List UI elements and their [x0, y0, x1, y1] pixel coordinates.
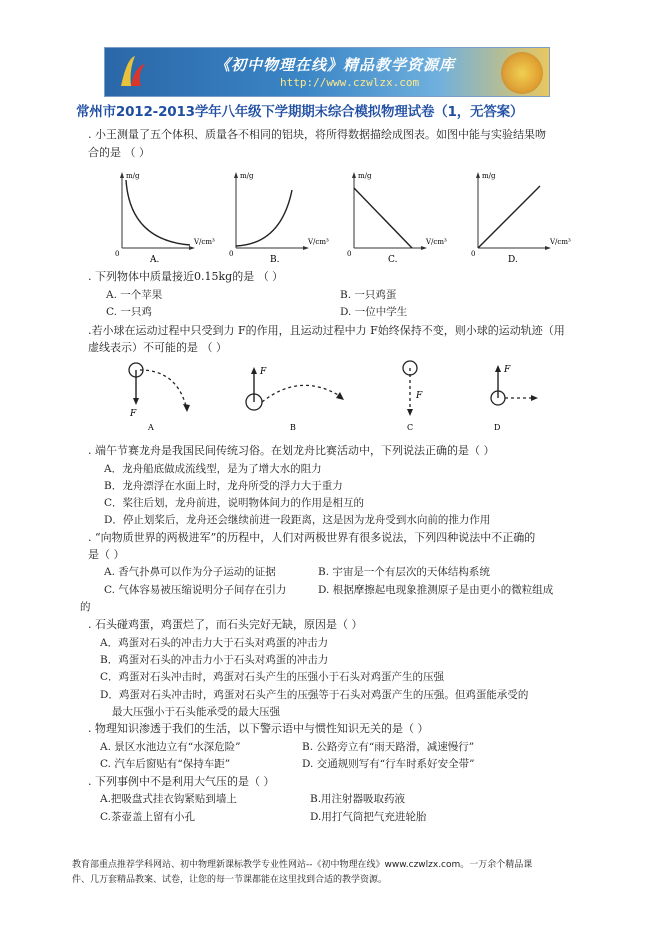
q7-option-d[interactable]: D. 交通规则写有“行车时系好安全带”: [302, 758, 475, 770]
q5-option-d-wrap: 的: [80, 601, 91, 613]
q1-stem-line2: 合的是 （ ）: [88, 146, 150, 159]
q3-figure-d: [484, 360, 544, 436]
q2-stem: . 下列物体中质量接近0.15kg的是 （ ）: [88, 270, 284, 283]
fig-c-label: C: [407, 423, 414, 432]
fig-a-force: F: [130, 409, 137, 419]
q4-option-c[interactable]: C．桨往后划，龙舟前进，说明物体间力的作用是相互的: [104, 497, 365, 509]
graph-d-xlabel: V/cm³: [550, 238, 571, 246]
q6-option-b[interactable]: B．鸡蛋对石头的冲击力小于石头对鸡蛋的冲击力: [100, 654, 329, 666]
q5-stem-tail: 是（ ）: [88, 548, 125, 561]
graph-d-label: D.: [508, 255, 518, 265]
q3-figure-b: [240, 360, 350, 436]
q7-option-c[interactable]: C. 汽车后窗贴有“保持车距”: [100, 758, 231, 770]
graph-b-ylabel: m/g: [240, 172, 254, 180]
fig-b-label: B: [290, 423, 296, 432]
q8-option-a[interactable]: A.把吸盘式挂衣钩紧贴到墙上: [100, 793, 237, 805]
q5-option-d[interactable]: D. 根据摩擦起电现象推测原子是由更小的微粒组成: [318, 584, 554, 596]
page-title: 常州市2012-2013学年八年级下学期期末综合模拟物理试卷（1，无答案）: [76, 104, 524, 120]
q2-option-c[interactable]: C. 一只鸡: [106, 306, 152, 318]
q6-option-d[interactable]: D．鸡蛋对石头冲击时，鸡蛋对石头产生的压强等于石头对鸡蛋产生的压强。但鸡蛋能承受的: [100, 689, 529, 701]
graph-c-origin: 0: [347, 250, 352, 258]
graph-b-xlabel: V/cm³: [308, 238, 329, 246]
q7-option-a[interactable]: A. 景区水池边立有“水深危险”: [100, 741, 241, 753]
graph-d-ylabel: m/g: [482, 172, 496, 180]
graph-a-origin: 0: [115, 250, 120, 258]
q7-stem: . 物理知识渗透于我们的生活，以下警示语中与惯性知识无关的是（ ）: [88, 722, 429, 735]
page-footer: [72, 858, 592, 888]
q2-option-a[interactable]: A. 一个苹果: [106, 289, 163, 301]
q5-option-a[interactable]: A. 香气扑鼻可以作为分子运动的证据: [104, 566, 276, 578]
q3-figure-c: [390, 360, 440, 436]
q4-option-d[interactable]: D．停止划桨后，龙舟还会继续前进一段距离，这是因为龙舟受到水向前的推力作用: [104, 514, 491, 526]
fig-d-force: F: [504, 365, 511, 375]
graph-a-label: A.: [150, 255, 160, 265]
q2-option-d[interactable]: D. 一位中学生: [340, 306, 408, 318]
q1-graph-c: [344, 170, 454, 269]
sunflower-icon: [501, 52, 543, 94]
q3-stem-line1: .若小球在运动过程中只受到力 F的作用，且运动过程中力 F始终保持不变，则小球的运动轨迹（用: [88, 324, 565, 337]
q6-option-d-wrap: 最大压强小于石头能承受的最大压强: [112, 706, 280, 718]
graph-b-origin: 0: [229, 250, 234, 258]
q6-stem: . 石头碰鸡蛋，鸡蛋烂了，而石头完好无缺，原因是（ ）: [88, 618, 363, 631]
graph-a-ylabel: m/g: [126, 172, 140, 180]
banner-url[interactable]: http://www.czwlzx.com: [280, 76, 420, 89]
q3-figure-a: [118, 360, 208, 436]
graph-d-origin: 0: [471, 250, 476, 258]
q8-option-b[interactable]: B.用注射器吸取药液: [310, 793, 406, 805]
graph-c-label: C.: [388, 255, 398, 265]
q8-option-d[interactable]: D.用打气筒把气充进轮胎: [310, 811, 427, 823]
q5-option-c[interactable]: C. 气体容易被压缩说明分子间存在引力: [104, 584, 287, 596]
fig-a-label: A: [148, 423, 154, 432]
graph-b-label: B.: [270, 255, 280, 265]
q1-stem-line1: . 小王测量了五个体积、质量各不相同的铝块，将所得数据描绘成图表。如图中能与实验结果吻: [88, 128, 546, 141]
graph-c-ylabel: m/g: [358, 172, 372, 180]
q4-stem: . 端午节赛龙舟是我国民间传统习俗。在划龙舟比赛活动中，下列说法正确的是（ ）: [88, 444, 495, 457]
banner-title: 《初中物理在线》精品教学资源库: [215, 56, 456, 74]
fig-c-force: F: [416, 391, 423, 401]
q6-option-a[interactable]: A．鸡蛋对石头的冲击力大于石头对鸡蛋的冲击力: [100, 637, 329, 649]
q8-stem: . 下列事例中不是利用大气压的是（ ）: [88, 775, 275, 788]
site-logo-icon: [113, 52, 153, 92]
q7-option-b[interactable]: B. 公路旁立有“雨天路滑，减速慢行”: [302, 741, 475, 753]
q1-graph-b: [226, 170, 336, 269]
header-banner: [104, 47, 550, 97]
q8-option-c[interactable]: C.茶壶盖上留有小孔: [100, 811, 195, 823]
q3-stem-line2: 虚线表示）不可能的是 （ ）: [88, 341, 227, 354]
footer-line2: 件、几万套精品教案、试卷，让您的每一节课都能在这里找到合适的教学资源。: [72, 875, 388, 885]
graph-a-xlabel: V/cm³: [194, 238, 215, 246]
q1-graph-a: [112, 170, 222, 269]
q4-option-a[interactable]: A．龙舟船底做成流线型，是为了增大水的阻力: [104, 463, 322, 475]
fig-b-force: F: [260, 367, 267, 377]
q5-option-b[interactable]: B. 宇宙是一个有层次的天体结构系统: [318, 566, 490, 578]
fig-d-label: D: [494, 423, 501, 432]
q4-option-b[interactable]: B．龙舟漂浮在水面上时，龙舟所受的浮力大于重力: [104, 480, 343, 492]
q2-option-b[interactable]: B. 一只鸡蛋: [340, 289, 397, 301]
footer-line1: 教育部重点推荐学科网站、初中物理新课标教学专业性网站--《初中物理在线》www.czwlzx.com。一万余个精品课: [72, 860, 533, 870]
q5-stem: . “向物质世界的两极进军”的历程中，人们对两极世界有很多说法，下列四种说法中不正确的: [88, 531, 536, 544]
q1-graph-d: [468, 170, 578, 269]
graph-c-xlabel: V/cm³: [426, 238, 447, 246]
q6-option-c[interactable]: C．鸡蛋对石头冲击时，鸡蛋对石头产生的压强小于石头对鸡蛋产生的压强: [100, 671, 445, 683]
